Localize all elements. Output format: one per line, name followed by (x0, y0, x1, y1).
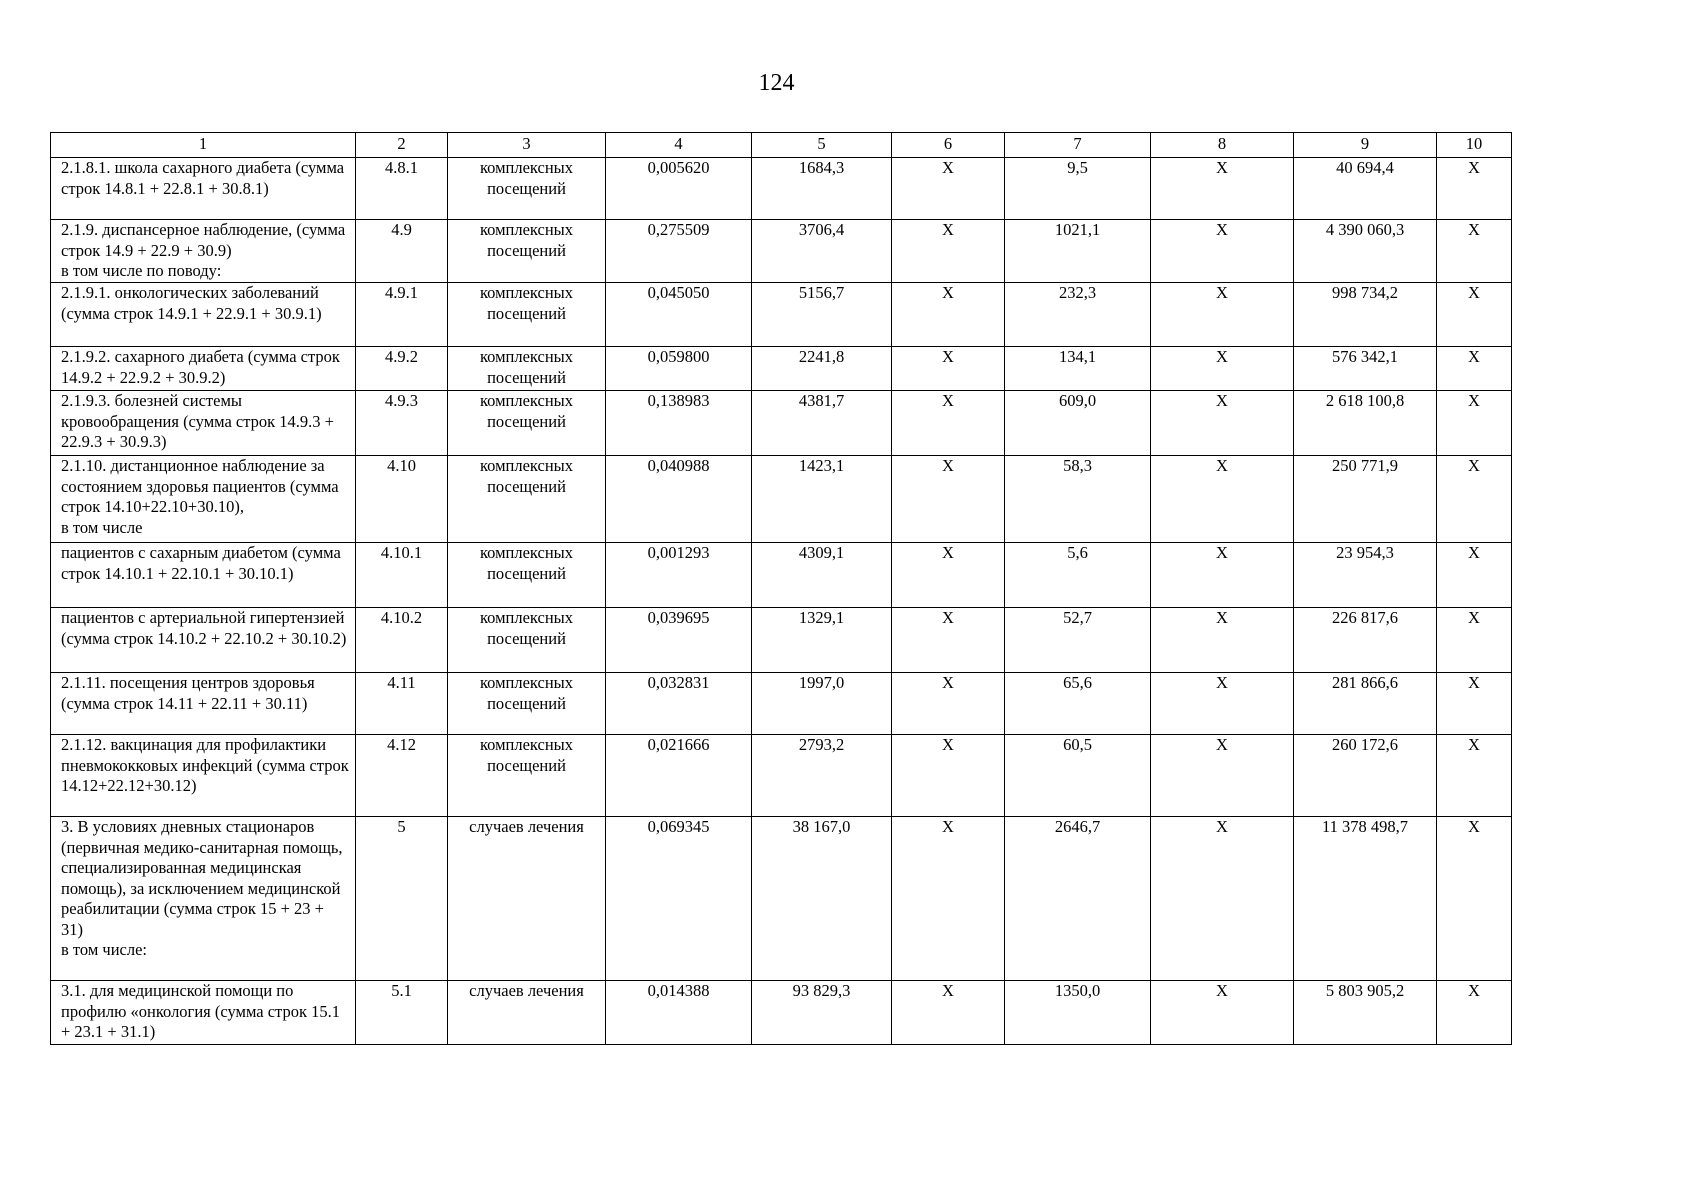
cell-value: 281 866,6 (1294, 673, 1437, 735)
unit-cell: комплексных посещений (448, 608, 606, 673)
cell-value: X (892, 456, 1005, 543)
cell-value: 9,5 (1005, 158, 1151, 220)
cell-value: 2241,8 (752, 347, 892, 391)
cell-value: X (1151, 735, 1294, 817)
cell-value: X (892, 391, 1005, 456)
table-row (51, 220, 1512, 283)
unit-cell: комплексных посещений (448, 456, 606, 543)
cell-value: 134,1 (1005, 347, 1151, 391)
table-row (51, 347, 1512, 391)
row-number: 4.9.3 (356, 391, 448, 456)
row-label: 2.1.9.2. сахарного диабета (сумма строк 14.9.2 + 22.9.2 + 30.9.2) (51, 347, 356, 391)
row-number: 4.10.2 (356, 608, 448, 673)
cell-value: X (1151, 220, 1294, 283)
cell-value: 0,138983 (606, 391, 752, 456)
cell-value: X (1437, 735, 1512, 817)
row-label: 2.1.9.3. болезней системы кровообращения (сумма строк 14.9.3 + 22.9.3 + 30.9.3) (51, 391, 356, 456)
cell-value: 2 618 100,8 (1294, 391, 1437, 456)
cell-value: X (1437, 981, 1512, 1045)
cell-value: 609,0 (1005, 391, 1151, 456)
row-number: 4.9.1 (356, 283, 448, 347)
column-header: 3 (448, 133, 606, 158)
row-label: 3.1. для медицинской помощи по профилю «онкология (сумма строк 15.1 + 23.1 + 31.1) (51, 981, 356, 1045)
cell-value: 0,059800 (606, 347, 752, 391)
row-label: 2.1.11. посещения центров здоровья (сумма строк 14.11 + 22.11 + 30.11) (51, 673, 356, 735)
cell-value: X (1437, 817, 1512, 981)
table-row (51, 456, 1512, 543)
cell-value: 52,7 (1005, 608, 1151, 673)
cell-value: 0,032831 (606, 673, 752, 735)
unit-cell: комплексных посещений (448, 391, 606, 456)
cell-value: X (1151, 608, 1294, 673)
cell-value: X (1437, 608, 1512, 673)
unit-cell: комплексных посещений (448, 543, 606, 608)
cell-value: 0,045050 (606, 283, 752, 347)
row-number: 5.1 (356, 981, 448, 1045)
column-header: 9 (1294, 133, 1437, 158)
cell-value: X (1437, 543, 1512, 608)
cell-value: 65,6 (1005, 673, 1151, 735)
cell-value: 1350,0 (1005, 981, 1151, 1045)
column-header: 10 (1437, 133, 1512, 158)
cell-value: 4381,7 (752, 391, 892, 456)
cell-value: 0,069345 (606, 817, 752, 981)
page-number: 124 (758, 70, 795, 96)
cell-value: X (892, 220, 1005, 283)
cell-value: 1329,1 (752, 608, 892, 673)
row-label: 2.1.9. диспансерное наблюдение, (сумма строк 14.9 + 22.9 + 30.9) в том числе по поводу: (51, 220, 356, 283)
cell-value: X (1151, 456, 1294, 543)
cell-value: 0,014388 (606, 981, 752, 1045)
table-row (51, 608, 1512, 673)
cell-value: X (1151, 673, 1294, 735)
cell-value: 1423,1 (752, 456, 892, 543)
cell-value: 5,6 (1005, 543, 1151, 608)
table-row (51, 981, 1512, 1045)
cell-value: X (892, 347, 1005, 391)
row-label: 2.1.9.1. онкологических заболеваний (сумма строк 14.9.1 + 22.9.1 + 30.9.1) (51, 283, 356, 347)
unit-cell: комплексных посещений (448, 158, 606, 220)
cell-value: X (1437, 391, 1512, 456)
cell-value: X (1437, 673, 1512, 735)
table-row (51, 735, 1512, 817)
row-number: 4.9 (356, 220, 448, 283)
cell-value: X (1437, 220, 1512, 283)
column-header: 4 (606, 133, 752, 158)
cell-value: 0,021666 (606, 735, 752, 817)
cell-value: 38 167,0 (752, 817, 892, 981)
cell-value: X (892, 981, 1005, 1045)
row-number: 4.10 (356, 456, 448, 543)
row-label: 2.1.12. вакцинация для профилактики пневмококковых инфекций (сумма строк 14.12+22.12+30.12) (51, 735, 356, 817)
row-number: 4.12 (356, 735, 448, 817)
cell-value: X (1151, 158, 1294, 220)
row-label: 3. В условиях дневных стационаров (первичная медико-санитарная помощь, специализированная медицинская помощь), за исключением медицинской реабилитации (сумма строк 15 + 23 + 31) в том числе: (51, 817, 356, 981)
table-row (51, 817, 1512, 981)
column-header: 6 (892, 133, 1005, 158)
cell-value: 2793,2 (752, 735, 892, 817)
cell-value: 11 378 498,7 (1294, 817, 1437, 981)
cell-value: X (892, 283, 1005, 347)
unit-cell: комплексных посещений (448, 735, 606, 817)
cell-value: X (1151, 347, 1294, 391)
row-number: 5 (356, 817, 448, 981)
table-row (51, 158, 1512, 220)
cell-value: X (1151, 391, 1294, 456)
unit-cell: комплексных посещений (448, 673, 606, 735)
cell-value: 93 829,3 (752, 981, 892, 1045)
table-row (51, 543, 1512, 608)
cell-value: X (1151, 817, 1294, 981)
cell-value: 5 803 905,2 (1294, 981, 1437, 1045)
column-header: 1 (51, 133, 356, 158)
cell-value: 0,040988 (606, 456, 752, 543)
cell-value: 23 954,3 (1294, 543, 1437, 608)
cell-value: 1684,3 (752, 158, 892, 220)
cell-value: 3706,4 (752, 220, 892, 283)
cell-value: 4309,1 (752, 543, 892, 608)
row-label: 2.1.8.1. школа сахарного диабета (сумма строк 14.8.1 + 22.8.1 + 30.8.1) (51, 158, 356, 220)
cell-value: 998 734,2 (1294, 283, 1437, 347)
cell-value: X (1151, 981, 1294, 1045)
cell-value: 60,5 (1005, 735, 1151, 817)
cell-value: X (892, 817, 1005, 981)
cell-value: 0,275509 (606, 220, 752, 283)
table-row (51, 391, 1512, 456)
cell-value: 1021,1 (1005, 220, 1151, 283)
cell-value: X (1437, 283, 1512, 347)
cell-value: 2646,7 (1005, 817, 1151, 981)
cell-value: 4 390 060,3 (1294, 220, 1437, 283)
column-header: 7 (1005, 133, 1151, 158)
unit-cell: комплексных посещений (448, 283, 606, 347)
cell-value: X (892, 543, 1005, 608)
unit-cell: комплексных посещений (448, 220, 606, 283)
unit-cell: комплексных посещений (448, 347, 606, 391)
cell-value: 58,3 (1005, 456, 1151, 543)
cell-value: X (892, 608, 1005, 673)
header-row (51, 133, 1512, 158)
row-number: 4.8.1 (356, 158, 448, 220)
table-row (51, 673, 1512, 735)
cell-value: X (892, 735, 1005, 817)
row-label: 2.1.10. дистанционное наблюдение за состоянием здоровья пациентов (сумма строк 14.10+22.10+30.10), в том числе (51, 456, 356, 543)
cell-value: 1997,0 (752, 673, 892, 735)
row-number: 4.10.1 (356, 543, 448, 608)
row-label: пациентов с артериальной гипертензией (сумма строк 14.10.2 + 22.10.2 + 30.10.2) (51, 608, 356, 673)
column-header: 8 (1151, 133, 1294, 158)
cell-value: 5156,7 (752, 283, 892, 347)
cell-value: 0,039695 (606, 608, 752, 673)
cell-value: X (1151, 283, 1294, 347)
unit-cell: случаев лечения (448, 981, 606, 1045)
row-label: пациентов с сахарным диабетом (сумма строк 14.10.1 + 22.10.1 + 30.10.1) (51, 543, 356, 608)
unit-cell: случаев лечения (448, 817, 606, 981)
cell-value: X (1437, 347, 1512, 391)
table-row (51, 283, 1512, 347)
cell-value: 40 694,4 (1294, 158, 1437, 220)
cell-value: X (892, 158, 1005, 220)
data-table (50, 132, 1512, 1045)
cell-value: X (1151, 543, 1294, 608)
cell-value: 226 817,6 (1294, 608, 1437, 673)
column-header: 2 (356, 133, 448, 158)
cell-value: 576 342,1 (1294, 347, 1437, 391)
cell-value: 0,005620 (606, 158, 752, 220)
cell-value: 250 771,9 (1294, 456, 1437, 543)
cell-value: 232,3 (1005, 283, 1151, 347)
row-number: 4.11 (356, 673, 448, 735)
cell-value: 0,001293 (606, 543, 752, 608)
cell-value: X (892, 673, 1005, 735)
row-number: 4.9.2 (356, 347, 448, 391)
cell-value: 260 172,6 (1294, 735, 1437, 817)
cell-value: X (1437, 456, 1512, 543)
cell-value: X (1437, 158, 1512, 220)
column-header: 5 (752, 133, 892, 158)
